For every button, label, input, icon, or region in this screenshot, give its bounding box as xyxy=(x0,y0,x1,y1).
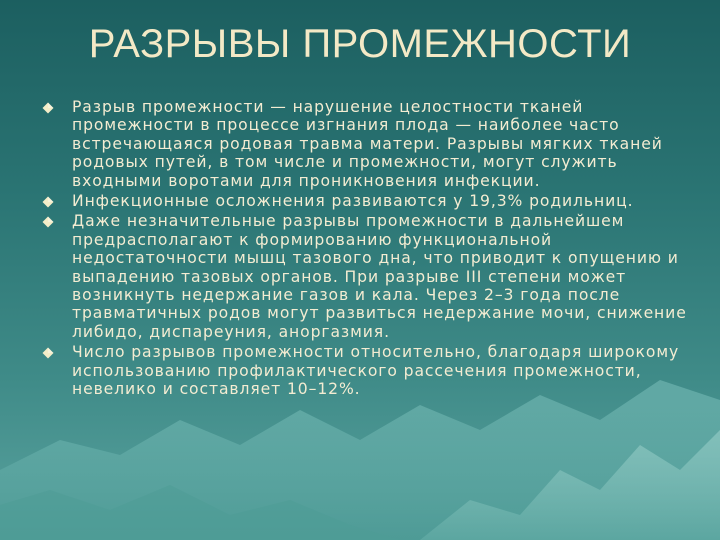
list-item xyxy=(42,192,692,210)
list-item xyxy=(42,98,692,190)
diamond-bullet-icon xyxy=(42,196,54,208)
list-item-text: Даже незначительные разрывы промежности в дальнейшем предрасполагают к формированию функциональной недостаточности мышц тазового дна, что приводит к опущению и выпадению тазовых органов. При разрыве III степени может возникнуть недержание газов и кала. Через 2–3 года после травматичных родов могут развиться недержание мочи, снижение либидо, диспареуния, аноргазмия. xyxy=(72,212,687,341)
list-item xyxy=(42,343,692,398)
list-item-text: Инфекционные осложнения развиваются у 19,3% родильниц. xyxy=(72,192,634,211)
list-item-text: Число разрывов промежности относительно, благодаря широкому использованию профилактического рассечения промежности, невелико и составляет 10–12%. xyxy=(72,343,680,399)
diamond-bullet-icon xyxy=(42,216,54,228)
list-item-text: Разрыв промежности — нарушение целостности тканей промежности в процессе изгнания плода — наиболее часто встречающаяся родовая травма матери. Разрывы мягких тканей родовых путей, в том числе и промежности, могут служить входными воротами для проникновения инфекции. xyxy=(72,98,663,190)
diamond-bullet-icon xyxy=(42,347,54,359)
slide-title: РАЗРЫВЫ ПРОМЕЖНОСТИ xyxy=(88,22,632,66)
bullet-list xyxy=(42,98,692,401)
diamond-bullet-icon xyxy=(42,102,54,114)
list-item xyxy=(42,212,692,341)
